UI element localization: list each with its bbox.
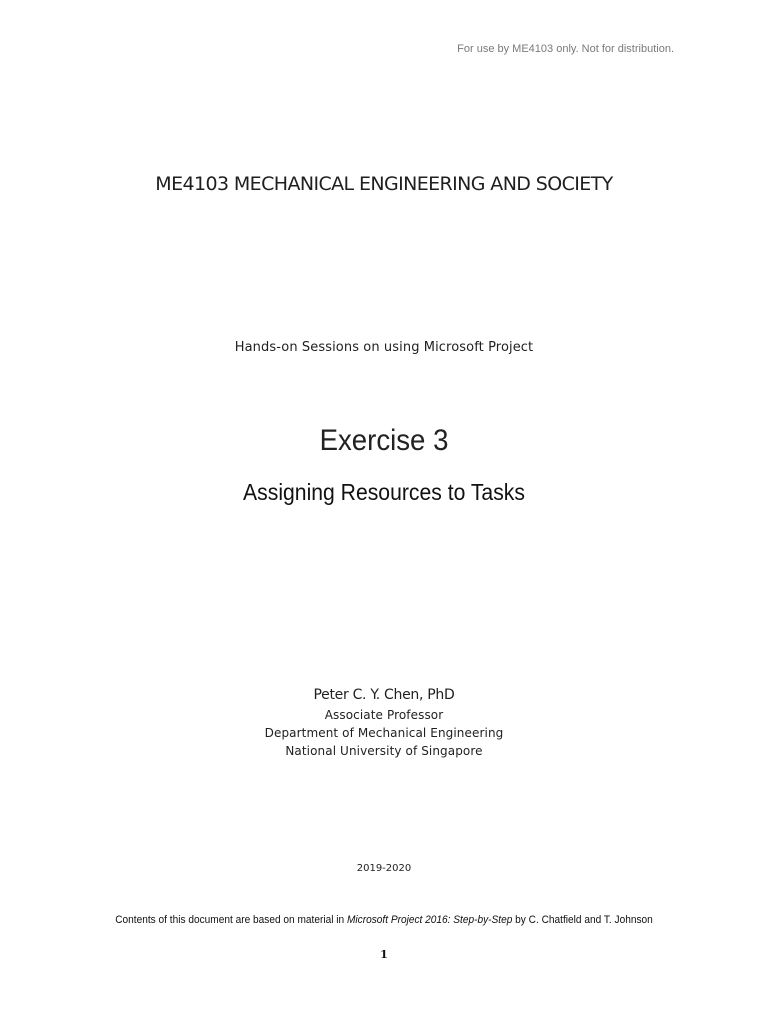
- source-suffix: by C. Chatfield and T. Johnson: [512, 914, 653, 926]
- author-department: Department of Mechanical Engineering: [264, 726, 504, 740]
- session-description: Hands-on Sessions on using Microsoft Project: [234, 340, 534, 355]
- source-attribution: [31, 914, 738, 926]
- author-position: Associate Professor: [324, 708, 444, 722]
- academic-year: 2019-2020: [356, 863, 412, 874]
- distribution-notice: For use by ME4103 only. Not for distribution.: [457, 43, 674, 55]
- page-number: 1: [380, 948, 388, 961]
- author-name: Peter C. Y. Chen, PhD: [313, 687, 455, 703]
- course-title: ME4103 MECHANICAL ENGINEERING AND SOCIETY: [155, 173, 613, 195]
- source-prefix: Contents of this document are based on material in: [115, 914, 347, 926]
- exercise-heading: Exercise 3: [319, 424, 449, 457]
- exercise-subtitle: Assigning Resources to Tasks: [243, 479, 525, 505]
- author-institution: National University of Singapore: [285, 744, 483, 758]
- source-book-title: Microsoft Project 2016: Step-by-Step: [346, 914, 513, 926]
